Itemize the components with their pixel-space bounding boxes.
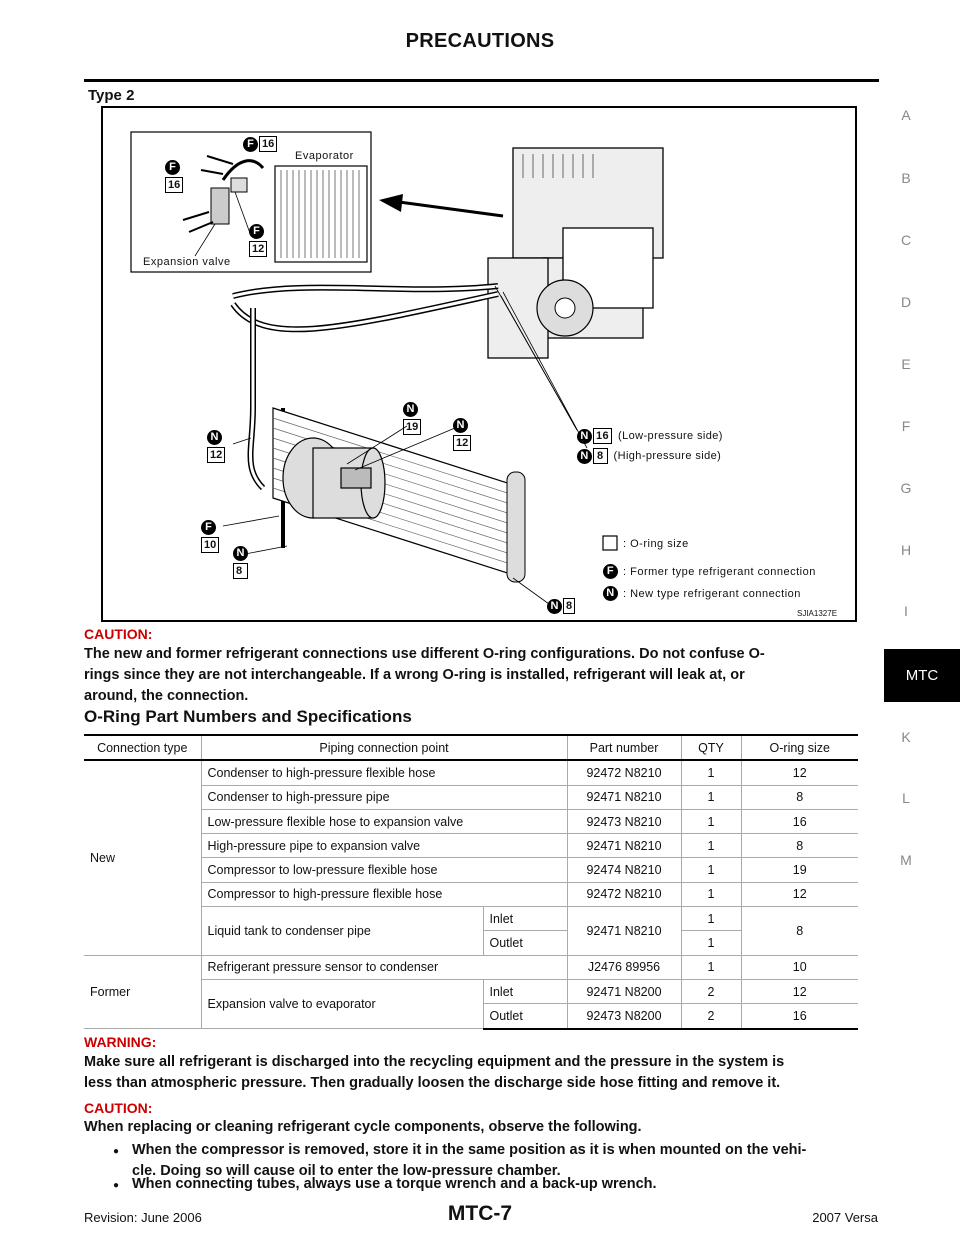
- legend-oring-size: : O-ring size: [623, 538, 689, 550]
- tag-n-circle: N: [577, 449, 592, 464]
- footer-page-number: MTC-7: [447, 1202, 513, 1225]
- tag-n-circle: N: [453, 418, 468, 433]
- caution-2-bullet-2: When connecting tubes, always use a torque wrench and a back-up wrench.: [132, 1176, 657, 1192]
- footer-model: 2007 Versa: [812, 1210, 878, 1225]
- legend-new-text: : New type refrigerant connection: [623, 587, 801, 600]
- piping-point-cell: Liquid tank to condenser pipe: [201, 907, 483, 956]
- high-pressure-legend: [577, 448, 721, 464]
- tag-size-box: 16: [259, 136, 277, 152]
- piping-point-cell: High-pressure pipe to expansion valve: [201, 834, 567, 858]
- part-number-cell: 92474 N8210: [567, 858, 681, 882]
- tag-n8-left: [233, 546, 248, 579]
- qty-cell: 1: [681, 834, 741, 858]
- tag-size-box: 16: [165, 177, 183, 193]
- legend-former-type: [603, 564, 816, 579]
- caution-1-line-2: rings since they are not interchangeable. If a wrong O-ring is installed, refrigerant will leak at, or: [84, 667, 745, 683]
- piping-point-cell: Low-pressure flexible hose to expansion valve: [201, 809, 567, 833]
- connection-type-former: Former: [84, 955, 201, 1028]
- tag-f-circle: F: [201, 520, 216, 535]
- piping-point-cell: Compressor to high-pressure flexible hose: [201, 882, 567, 906]
- warning-line-2: less than atmospheric pressure. Then gradually loosen the discharge side hose fitting and remove it.: [84, 1075, 781, 1091]
- tag-size-box: 8: [593, 448, 608, 464]
- page-header-title: PRECAUTIONS: [405, 30, 555, 52]
- bullet-1-line-2: cle. Doing so will cause oil to enter the low-pressure chamber.: [132, 1163, 561, 1179]
- side-index-m[interactable]: M: [900, 852, 912, 868]
- qty-cell: 1: [681, 858, 741, 882]
- tag-n19: [403, 402, 421, 435]
- warning-text: [84, 1052, 884, 1094]
- side-index-d[interactable]: D: [900, 294, 912, 310]
- inlet-label: Inlet: [483, 907, 567, 931]
- outlet-label: Outlet: [483, 1004, 567, 1029]
- part-number-cell: 92471 N8210: [567, 785, 681, 809]
- tag-f-circle: F: [165, 160, 180, 175]
- legend-former-text: : Former type refrigerant connection: [623, 565, 816, 578]
- part-number-cell: 92471 N8210: [567, 907, 681, 956]
- tag-size-box: 12: [249, 241, 267, 257]
- oring-size-cell: 16: [741, 809, 858, 833]
- side-index-mtc-active[interactable]: MTC: [884, 649, 960, 702]
- section-title: Type 2: [88, 87, 135, 104]
- qty-cell: 1: [681, 907, 741, 931]
- piping-point-cell: Condenser to high-pressure flexible hose: [201, 760, 567, 785]
- header-oring-size: O-ring size: [741, 735, 858, 760]
- tag-f16-left: [165, 160, 183, 193]
- expansion-valve-label: Expansion valve: [143, 256, 231, 268]
- header-rule: [84, 79, 879, 82]
- qty-cell: 2: [681, 1004, 741, 1029]
- footer-revision: Revision: June 2006: [84, 1210, 202, 1225]
- tag-n-circle: N: [603, 586, 618, 601]
- legend-new-type: [603, 586, 801, 601]
- tag-f16-upper: [243, 136, 277, 152]
- figure-code: SJIA1327E: [797, 609, 838, 618]
- oring-size-cell: 8: [741, 907, 858, 956]
- low-pressure-text: (Low-pressure side): [618, 430, 723, 442]
- caution-2-intro: When replacing or cleaning refrigerant cycle components, observe the following.: [84, 1119, 642, 1135]
- refrigerant-connection-figure: [101, 106, 857, 622]
- warning-line-1: Make sure all refrigerant is discharged into the recycling equipment and the pressure in the system is: [84, 1054, 785, 1070]
- tag-f-circle: F: [243, 137, 258, 152]
- piping-point-cell: Refrigerant pressure sensor to condenser: [201, 955, 567, 979]
- side-index-e[interactable]: E: [901, 356, 911, 372]
- tag-n-circle: N: [403, 402, 418, 417]
- side-index-h[interactable]: H: [900, 542, 912, 558]
- tag-f-circle: F: [249, 224, 264, 239]
- qty-cell: 1: [681, 785, 741, 809]
- connection-type-new: New: [84, 760, 201, 955]
- qty-cell: 2: [681, 979, 741, 1003]
- outlet-label: Outlet: [483, 931, 567, 955]
- oring-size-cell: 12: [741, 882, 858, 906]
- part-number-cell: 92473 N8200: [567, 1004, 681, 1029]
- tag-n-circle: N: [547, 599, 562, 614]
- tag-n-circle: N: [233, 546, 248, 561]
- tag-size-box: 19: [403, 419, 421, 435]
- tag-size-box: 8: [563, 598, 575, 614]
- side-index-b[interactable]: B: [901, 170, 911, 186]
- tag-n12-left: [207, 430, 225, 463]
- bullet-icon: ●: [113, 1146, 120, 1157]
- oring-size-cell: 16: [741, 1004, 858, 1029]
- tag-size-box: 10: [201, 537, 219, 553]
- part-number-cell: J2476 89956: [567, 955, 681, 979]
- qty-cell: 1: [681, 931, 741, 955]
- oring-size-cell: 8: [741, 834, 858, 858]
- caution-1-line-3: around, the connection.: [84, 688, 249, 704]
- side-index-l[interactable]: L: [902, 790, 910, 806]
- side-index-g[interactable]: G: [900, 480, 912, 496]
- tag-size-box: 16: [593, 428, 612, 444]
- header-part-number: Part number: [567, 735, 681, 760]
- part-number-cell: 92473 N8210: [567, 809, 681, 833]
- tag-n-circle: N: [577, 429, 592, 444]
- side-index-f[interactable]: F: [901, 418, 911, 434]
- tag-f-circle: F: [603, 564, 618, 579]
- caution-1-line-1: The new and former refrigerant connections use different O-ring configurations. Do not confuse O-: [84, 646, 765, 662]
- tag-n8-tank: [547, 598, 575, 614]
- table-title: O-Ring Part Numbers and Specifications: [84, 707, 412, 726]
- tag-size-box: 8: [233, 563, 248, 579]
- qty-cell: 1: [681, 809, 741, 833]
- part-number-cell: 92472 N8210: [567, 760, 681, 785]
- side-index-k[interactable]: K: [901, 729, 911, 745]
- part-number-cell: 92472 N8210: [567, 882, 681, 906]
- oring-size-cell: 12: [741, 760, 858, 785]
- caution-text-1: [84, 644, 884, 707]
- oring-spec-table: [84, 734, 858, 1030]
- bullet-icon: ●: [113, 1180, 120, 1191]
- qty-cell: 1: [681, 955, 741, 979]
- part-number-cell: 92471 N8200: [567, 979, 681, 1003]
- tag-n12-right: [453, 418, 471, 451]
- low-pressure-legend: [577, 428, 723, 444]
- piping-point-cell: Expansion valve to evaporator: [201, 979, 483, 1028]
- warning-label: WARNING:: [84, 1034, 157, 1050]
- header-connection-type: Connection type: [84, 735, 201, 760]
- header-piping-point: Piping connection point: [201, 735, 567, 760]
- inlet-label: Inlet: [483, 979, 567, 1003]
- bullet-1-line-1: When the compressor is removed, store it in the same position as it is when mounted on the vehi-: [132, 1142, 807, 1158]
- caution-label-1: CAUTION:: [84, 626, 153, 642]
- header-qty: QTY: [681, 735, 741, 760]
- tag-f10: [201, 520, 219, 553]
- tag-size-box: 12: [453, 435, 471, 451]
- oring-size-cell: 10: [741, 955, 858, 979]
- side-index-a[interactable]: A: [901, 107, 911, 123]
- tag-size-box: 12: [207, 447, 225, 463]
- qty-cell: 1: [681, 882, 741, 906]
- evaporator-label: Evaporator: [295, 150, 354, 162]
- part-number-cell: 92471 N8210: [567, 834, 681, 858]
- oring-size-cell: 19: [741, 858, 858, 882]
- tag-f12-inset: [249, 224, 267, 257]
- side-index-c[interactable]: C: [900, 232, 912, 248]
- piping-point-cell: Compressor to low-pressure flexible hose: [201, 858, 567, 882]
- caution-label-2: CAUTION:: [84, 1100, 153, 1116]
- oring-size-cell: 8: [741, 785, 858, 809]
- high-pressure-text: (High-pressure side): [613, 450, 722, 462]
- side-index-i[interactable]: I: [904, 603, 908, 619]
- oring-size-cell: 12: [741, 979, 858, 1003]
- piping-point-cell: Condenser to high-pressure pipe: [201, 785, 567, 809]
- qty-cell: 1: [681, 760, 741, 785]
- tag-n-circle: N: [207, 430, 222, 445]
